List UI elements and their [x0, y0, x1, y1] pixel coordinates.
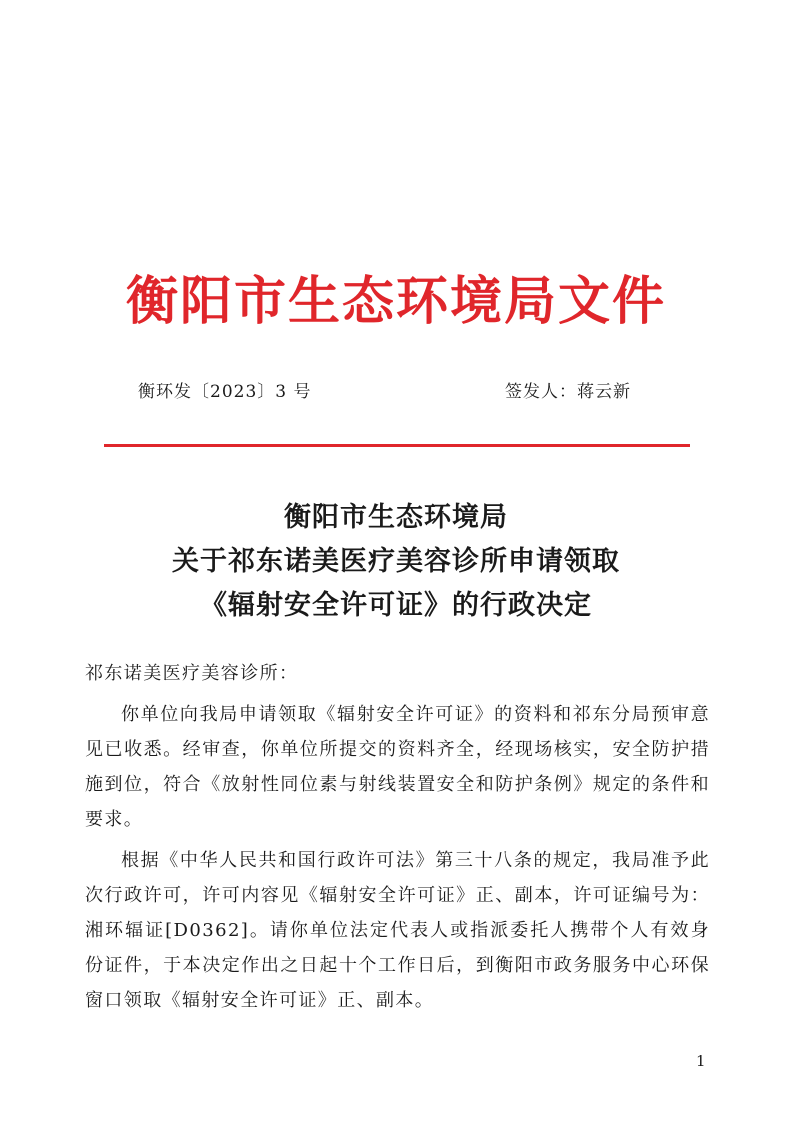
title-line-2: 关于祁东诺美医疗美容诊所申请领取 — [172, 546, 620, 577]
signer: 签发人：蒋云新 — [505, 382, 631, 402]
title-line-1: 衡阳市生态环境局 — [284, 502, 508, 533]
title-line-3: 《辐射安全许可证》的行政决定 — [200, 590, 592, 621]
document-title — [0, 496, 792, 628]
page-number: 1 — [696, 1052, 706, 1070]
masthead-title: 衡阳市生态环境局文件 — [125, 272, 666, 332]
body-paragraph-2: 根据《中华人民共和国行政许可法》第三十八条的规定，我局准予此次行政许可，许可内容见《辐射安全许可证》正、副本，许可证编号为：湘环辐证[D0362]。请你单位法定代表人或指派委托人携带个人有效身份证件，于本决定作出之日起十个工作日后，到衡阳市政务服务中心环保窗口领取《辐射安全许可证》正、副本。 — [85, 850, 710, 1011]
salutation: 祁东诺美医疗美容诊所： — [85, 663, 299, 684]
document-number: 衡环发〔2023〕3 号 — [138, 382, 312, 402]
body-paragraph-1: 你单位向我局申请领取《辐射安全许可证》的资料和祁东分局预审意见已收悉。经审查，你单位所提交的资料齐全，经现场核实，安全防护措施到位，符合《放射性同位素与射线装置安全和防护条例》规定的条件和要求。 — [85, 704, 710, 830]
document-body — [85, 656, 710, 1024]
red-divider — [104, 444, 690, 447]
